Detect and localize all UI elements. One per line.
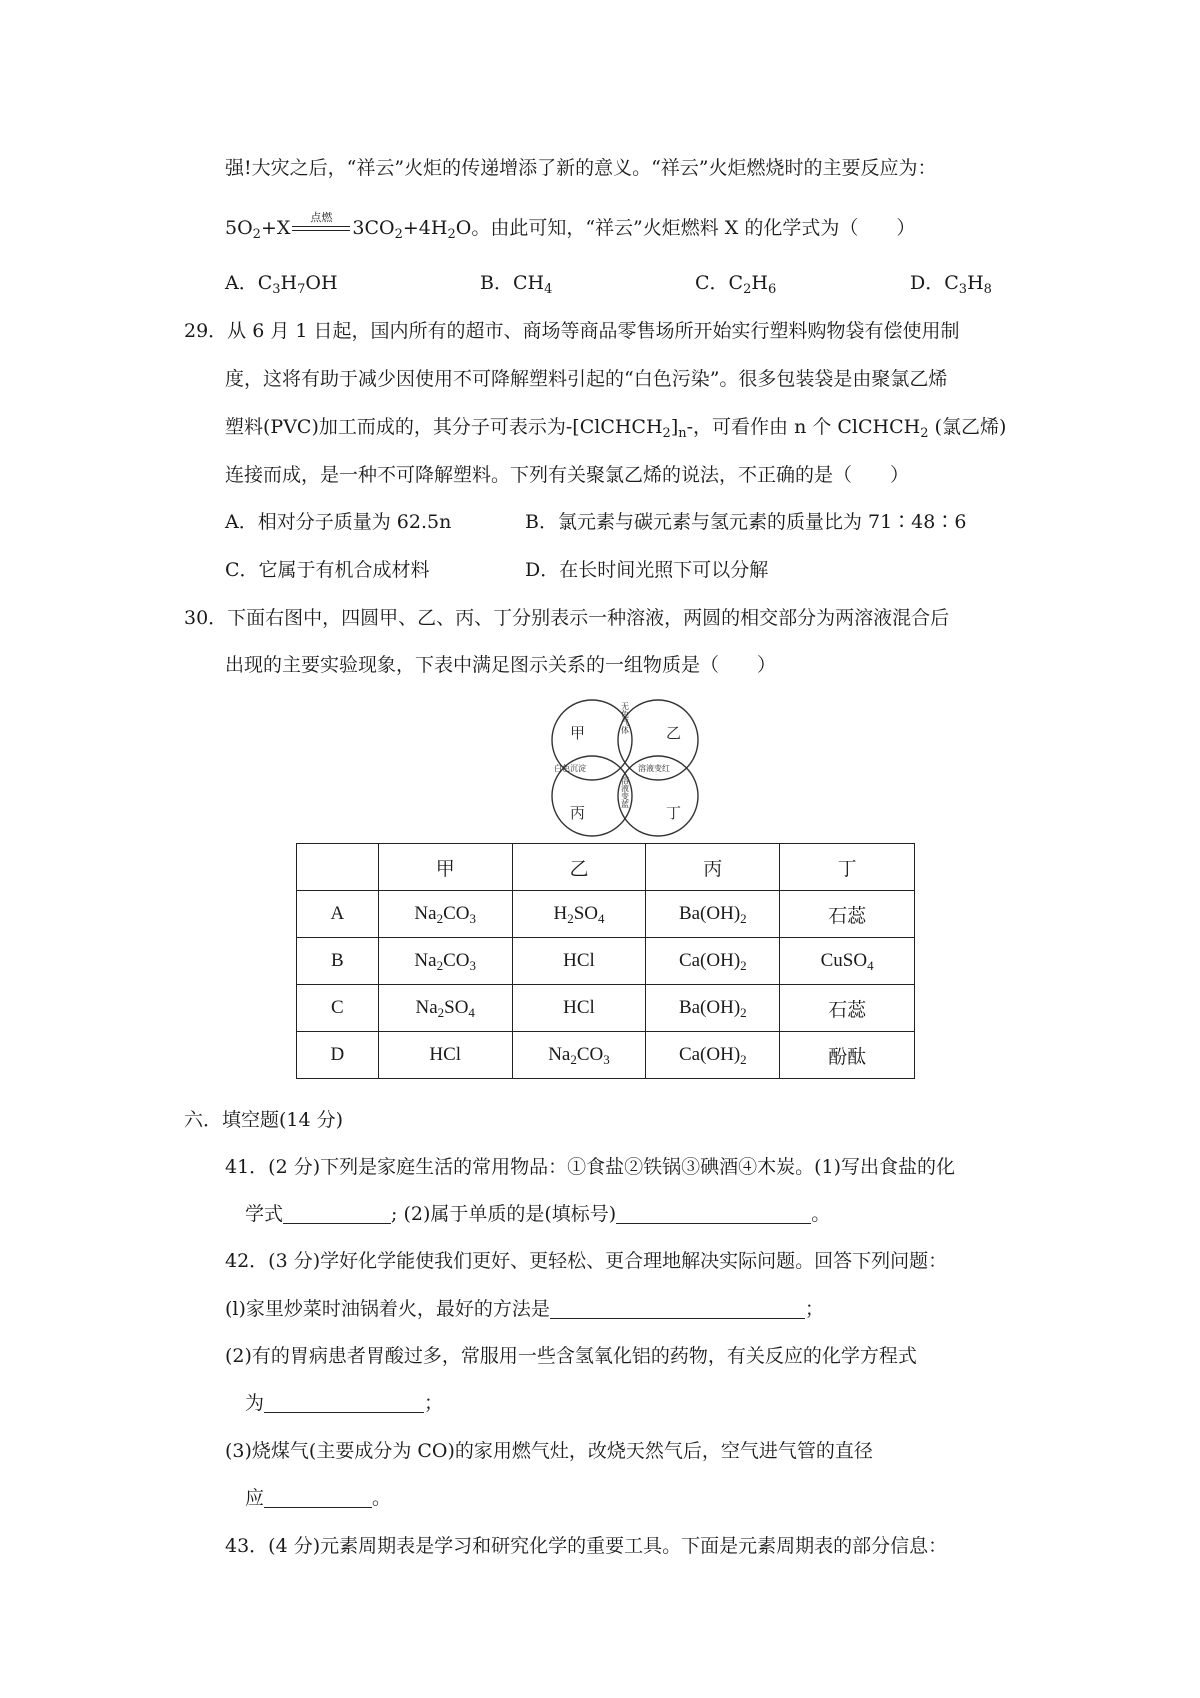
q29-line-2: 度，这将有助于减少因使用不可降解塑料引起的“白色污染”。很多包装袋是由聚氯乙烯 (225, 368, 948, 390)
q29-line-3: 塑料(PVC)加工而成的，其分子可表示为$-[ClCHCH_2]_n-$，可看作由 n 个 ClCHCH$_2$ (氯乙烯) (225, 416, 1007, 441)
table-cell: $Ba(OH)_2$ (646, 985, 780, 1032)
table-cell: HCl (512, 985, 646, 1032)
table-cell: $Na_2CO_3$ (512, 1032, 646, 1079)
table-cell: HCl (378, 1032, 512, 1079)
answer-blank[interactable] (264, 1487, 372, 1508)
reaction-arrow: 点燃 (290, 215, 352, 241)
table-header-cell: 丁 (780, 844, 915, 891)
table-cell: 石蕊 (780, 985, 915, 1032)
table-cell: B (297, 938, 379, 985)
venn-diagram (530, 698, 730, 840)
label-left-overlap: 白色沉淀 (554, 764, 586, 773)
q28-equation: $5O_2+X$ 点燃 $3CO_2+4H_2O$。由此可知，“祥云”火炬燃料 X 的化学式为（ ） (225, 211, 916, 242)
q42-part-2: (2)有的胃病患者胃酸过多，常服用一些含氢氧化铝的药物，有关反应的化学方程式 (225, 1345, 917, 1367)
q29-option-d: D．在长时间光照下可以分解 (525, 559, 769, 581)
q29-line-1: 29．从 6 月 1 日起，国内所有的超市、商场等商品零售场所开始实行塑料购物袋有偿使用制 (184, 320, 960, 342)
q29-option-c: C．它属于有机合成材料 (225, 559, 430, 581)
answer-blank[interactable] (550, 1298, 805, 1319)
substance-table (296, 843, 915, 1079)
answer-blank[interactable] (616, 1203, 811, 1224)
table-header-cell: 甲 (378, 844, 512, 891)
section-heading: 六．填空题(14 分) (184, 1109, 344, 1131)
q42-part-2b: 为 ； (245, 1392, 444, 1414)
q29-option-b: B．氯元素与碳元素与氢元素的质量比为 71∶48∶6 (525, 511, 967, 533)
label-jia: 甲 (570, 724, 586, 742)
table-cell: 石蕊 (780, 891, 915, 938)
q30-line-2: 出现的主要实验现象，下表中满足图示关系的一组物质是（ ） (225, 654, 777, 676)
table-cell: HCl (512, 938, 646, 985)
table-row (297, 891, 915, 938)
table-header-cell: 丙 (646, 844, 780, 891)
q41-line-1: 41．(2 分)下列是家庭生活的常用物品：①食盐②铁锅③碘酒④木炭。(1)写出食盐的化 (225, 1156, 956, 1178)
table-row (297, 1032, 915, 1079)
q41-line-2: 学式 ; (2)属于单质的是(填标号) 。 (245, 1203, 831, 1225)
table-header-cell (297, 844, 379, 891)
q43-line-1: 43．(4 分)元素周期表是学习和研究化学的重要工具。下面是元素周期表的部分信息： (225, 1535, 948, 1557)
table-cell: D (297, 1032, 379, 1079)
q29-line-4: 连接而成，是一种不可降解塑料。下列有关聚氯乙烯的说法，不正确的是（ ） (225, 464, 910, 486)
answer-blank[interactable] (264, 1392, 424, 1413)
q42-part-3b: 应 。 (245, 1487, 392, 1509)
label-top-overlap: 无色气体 (620, 702, 630, 734)
table-cell: C (297, 985, 379, 1032)
table-cell: $Na_2SO_4$ (378, 985, 512, 1032)
q30-line-1: 30．下面右图中，四圆甲、乙、丙、丁分别表示一种溶液，两圆的相交部分为两溶液混合后 (184, 607, 950, 629)
table-cell: $Na_2CO_3$ (378, 891, 512, 938)
answer-blank[interactable] (283, 1203, 391, 1224)
table-cell: $Na_2CO_3$ (378, 938, 512, 985)
table-cell: A (297, 891, 379, 938)
label-bing: 丙 (570, 804, 586, 822)
table-cell: $Ba(OH)_2$ (646, 891, 780, 938)
table-cell: $Ca(OH)_2$ (646, 1032, 780, 1079)
q42-part-1: (l)家里炒菜时油锅着火，最好的方法是 ； (225, 1298, 824, 1320)
table-row (297, 938, 915, 985)
table-header-cell: 乙 (512, 844, 646, 891)
table-header-row (297, 844, 915, 891)
table-cell: CuSO$_4$ (780, 938, 915, 985)
q29-option-a: A．相对分子质量为 62.5n (225, 511, 452, 533)
q28-option-b: B．$CH_4$ (480, 272, 553, 297)
label-right-overlap: 溶液变红 (638, 764, 670, 773)
q28-option-a: A．$C_3H_7OH$ (225, 272, 338, 297)
q28-intro: 强!大灾之后，“祥云”火炬的传递增添了新的意义。“祥云”火炬燃烧时的主要反应为： (225, 157, 937, 179)
q42-line-1: 42．(3 分)学好化学能使我们更好、更轻松、更合理地解决实际问题。回答下列问题： (225, 1250, 948, 1272)
q28-option-c: C．$C_2H_6$ (695, 272, 777, 297)
q42-part-3: (3)烧煤气(主要成分为 CO)的家用燃气灶，改烧天然气后，空气进气管的直径 (225, 1440, 873, 1462)
table-cell: $Ca(OH)_2$ (646, 938, 780, 985)
table-cell: $H_2SO_4$ (512, 891, 646, 938)
label-ding: 丁 (666, 804, 682, 822)
label-yi: 乙 (666, 724, 682, 742)
q28-option-d: D．$C_3H_8$ (910, 272, 992, 297)
table-cell: 酚酞 (780, 1032, 915, 1079)
table-row (297, 985, 915, 1032)
label-bottom-overlap: 溶液变蓝 (620, 776, 630, 808)
